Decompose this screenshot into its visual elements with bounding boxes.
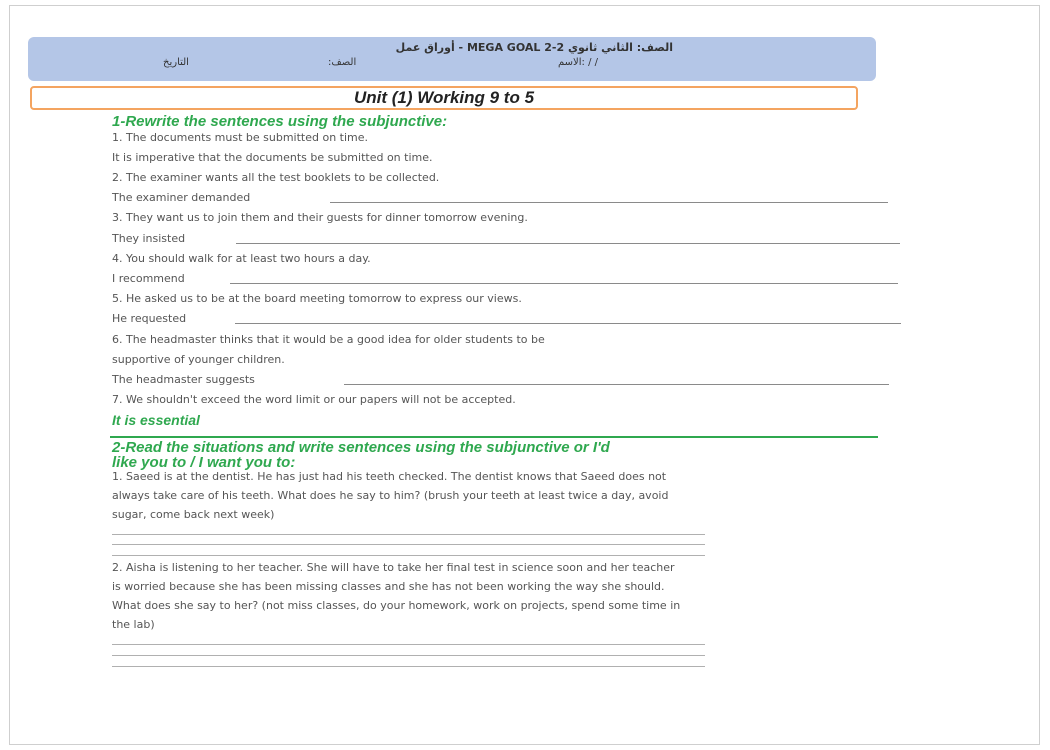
q2-answer-line[interactable] [112, 644, 705, 645]
date-label: التاريخ [163, 57, 189, 68]
s1-line: It is imperative that the documents be submitted on time. [112, 151, 433, 164]
class-label: الصف: [328, 57, 357, 68]
s2-q1-line: sugar, come back next week) [112, 508, 275, 521]
s2-q2-line: is worried because she has been missing classes and she has not been working the way she should. [112, 580, 665, 593]
section1-heading: 1-Rewrite the sentences using the subjunctive: [112, 113, 448, 130]
section2-heading-1: 2-Read the situations and write sentences using the subjunctive or I'd [112, 439, 610, 456]
s1-line: He requested [112, 312, 187, 325]
s1-line: 5. He asked us to be at the board meeting tomorrow to express our views. [112, 292, 522, 305]
s1-line: supportive of younger children. [112, 353, 285, 366]
answer-blank[interactable] [344, 384, 889, 385]
q2-answer-line[interactable] [112, 666, 705, 667]
answer-blank[interactable] [236, 243, 900, 244]
s2-q2-line: 2. Aisha is listening to her teacher. She will have to take her final test in science soon and her teacher [112, 561, 675, 574]
s1-line: The examiner demanded [112, 191, 251, 204]
s1-line: 3. They want us to join them and their guests for dinner tomorrow evening. [112, 211, 528, 224]
s1-line: They insisted [112, 232, 186, 245]
name-label: / / :الاسم [558, 57, 598, 68]
essential-answer-line[interactable] [110, 436, 878, 438]
essential-prompt: It is essential [112, 412, 200, 428]
s1-line: 1. The documents must be submitted on time. [112, 131, 369, 144]
header-title: الصف: الثاني ثانوي MEGA GOAL 2-2 - أوراق عمل [395, 41, 673, 54]
s1-line: 4. You should walk for at least two hours a day. [112, 252, 371, 265]
answer-blank[interactable] [330, 202, 888, 203]
q2-answer-line[interactable] [112, 655, 705, 656]
s2-q1-line: always take care of his teeth. What does he say to him? (brush your teeth at least twice a day, avoid [112, 489, 669, 502]
answer-blank[interactable] [230, 283, 898, 284]
q1-answer-line[interactable] [112, 534, 705, 535]
s1-line: 7. We shouldn't exceed the word limit or our papers will not be accepted. [112, 393, 516, 406]
s2-q2-line: What does she say to her? (not miss classes, do your homework, work on projects, spend some time in [112, 599, 681, 612]
section2-heading-2: like you to / I want you to: [112, 454, 296, 471]
s1-line: 2. The examiner wants all the test booklets to be collected. [112, 171, 440, 184]
answer-blank[interactable] [235, 323, 901, 324]
s1-line: I recommend [112, 272, 185, 285]
unit-title: Unit (1) Working 9 to 5 [30, 86, 858, 110]
q1-answer-line[interactable] [112, 544, 705, 545]
s2-q1-line: 1. Saeed is at the dentist. He has just had his teeth checked. The dentist knows that Saeed does not [112, 470, 667, 483]
s1-line: 6. The headmaster thinks that it would be a good idea for older students to be [112, 333, 545, 346]
s2-q2-line: the lab) [112, 618, 155, 631]
q1-answer-line[interactable] [112, 555, 705, 556]
s1-line: The headmaster suggests [112, 373, 255, 386]
header-band [28, 37, 876, 81]
